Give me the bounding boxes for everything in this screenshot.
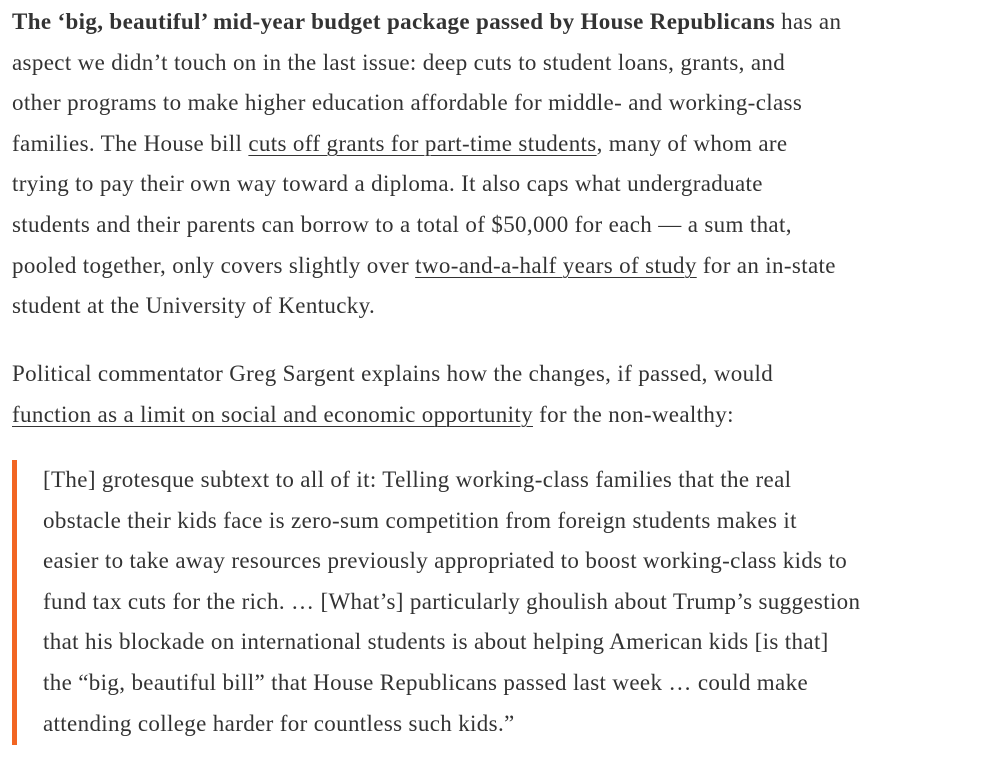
inline-link[interactable]: grants for part-time students [326, 130, 597, 156]
text-segment: fund tax cuts for the rich. … [What’s] particularly ghoulish about Trump’s suggestion [43, 588, 861, 614]
commentary-paragraph [12, 354, 773, 435]
text-segment: student at the University of Kentucky. [12, 293, 376, 319]
text-segment: obstacle their kids face is zero-sum competition from foreign students makes it [43, 507, 797, 533]
text-segment: [The] grotesque subtext to all of it: Telling working-class families that the real [43, 467, 792, 492]
text-line [43, 460, 860, 501]
text-segment: , many of whom are [596, 130, 788, 156]
text-segment: for the non-wealthy: [532, 401, 734, 427]
inline-link[interactable]: function as a limit on social and economic opportunity [12, 401, 533, 427]
text-line [43, 622, 860, 663]
text-line [12, 286, 841, 327]
text-line [12, 246, 841, 287]
quote-text [43, 460, 860, 744]
text-segment: other programs to make higher education affordable for middle- and working-class [12, 90, 803, 116]
text-line [12, 43, 841, 84]
text-line [12, 205, 841, 246]
text-segment: easier to take away resources previously appropriated to boost working-class kids to [43, 548, 848, 574]
quote-bar [12, 460, 17, 745]
text-line [12, 354, 773, 395]
text-segment: the “big, beautiful bill” that House Republicans passed last week … could make [43, 669, 809, 695]
inline-link[interactable]: two-and-a-half years of study [415, 252, 697, 278]
text-segment: that his blockade on international students is about helping American kids [is that] [43, 629, 829, 655]
text-segment: trying to pay their own way toward a diploma. It also caps what undergraduate [12, 171, 763, 197]
text-line [12, 124, 841, 165]
text-line [12, 395, 773, 436]
text-segment: attending college harder for countless such kids.” [43, 710, 515, 736]
text-segment: for an in-state [696, 252, 836, 278]
text-line [12, 2, 841, 43]
text-segment: has an [775, 9, 842, 34]
text-segment: aspect we didn’t touch on in the last issue: deep cuts to student loans, grants, and [12, 49, 786, 75]
text-segment: students and their parents can borrow to a total of $50,000 for each — a sum that, [12, 211, 792, 237]
text-segment: families. The House bill [12, 130, 249, 156]
text-line [12, 83, 841, 124]
text-segment: pooled together, only covers slightly over [12, 252, 416, 278]
blockquote [12, 460, 987, 745]
intro-paragraph [12, 2, 841, 327]
text-line [12, 164, 841, 205]
text-line [43, 663, 860, 704]
text-segment: Political commentator Greg Sargent explains how the changes, if passed, would [12, 361, 774, 386]
bold-lead-text: The ‘big, beautiful’ mid-year budget package passed by House Republicans [12, 9, 776, 34]
text-line [43, 501, 860, 542]
text-line [43, 704, 860, 745]
text-line [43, 541, 860, 582]
text-line [43, 582, 860, 623]
inline-link[interactable]: cuts off [248, 130, 327, 156]
